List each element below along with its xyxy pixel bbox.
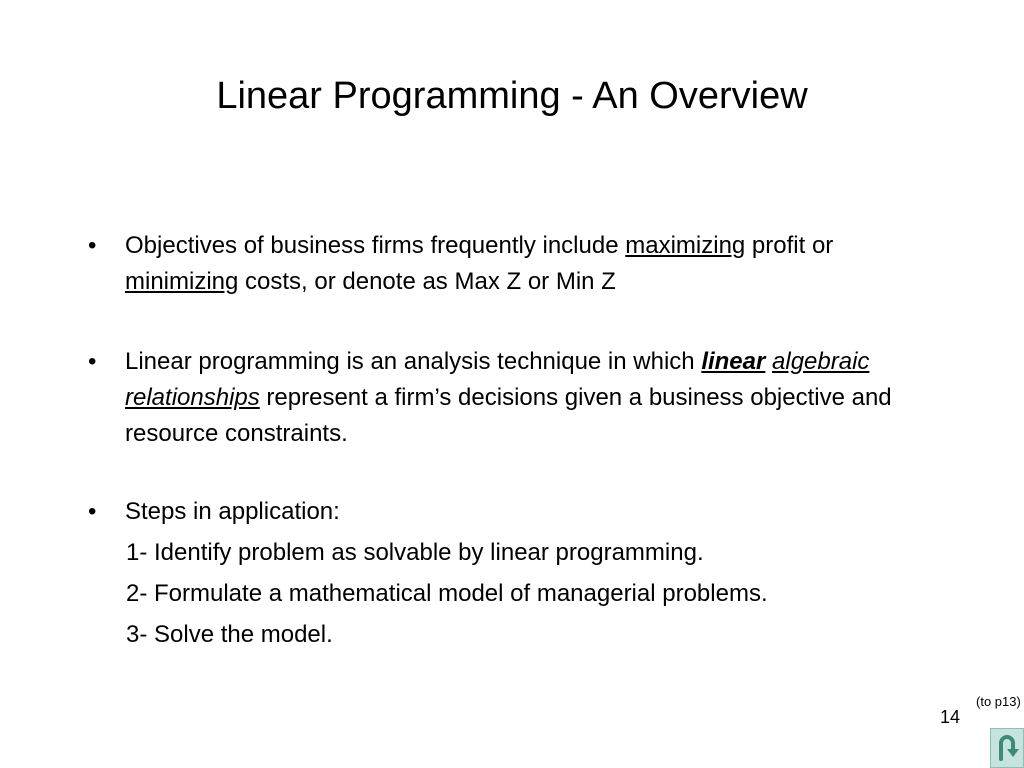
text-run: Linear programming is an analysis technique in which (125, 348, 702, 375)
algebraic-relationships-term: algebraic relationships (125, 348, 870, 411)
bullet-marker: • (88, 232, 97, 259)
step-item: 1- Identify problem as solvable by linear programming. (126, 539, 704, 566)
bullet-steps (88, 494, 918, 530)
text-run: Objectives of business firms frequently include (125, 232, 626, 259)
text-run: represent a firm’s decisions given a business objective and resource constraints. (125, 384, 892, 447)
text-run (765, 348, 772, 375)
return-button[interactable] (990, 728, 1024, 768)
step-item: 2- Formulate a mathematical model of managerial problems. (126, 580, 768, 607)
slide-title: Linear Programming - An Overview (216, 75, 808, 117)
bullet-text (125, 228, 918, 300)
text-run: Steps in application: (125, 498, 340, 525)
bullet-objectives (88, 228, 918, 300)
bullet-definition (88, 344, 918, 452)
step-item: 3- Solve the model. (126, 621, 333, 648)
minimizing-term: minimizing (125, 268, 239, 295)
bullet-marker: • (88, 498, 97, 525)
text-run: costs, or denote as Max Z or Min Z (238, 268, 616, 295)
back-reference-note: (to p13) (976, 694, 1021, 709)
page-number: 14 (940, 707, 961, 727)
linear-term: linear (701, 348, 766, 375)
bullet-text (125, 494, 918, 530)
text-run: profit or (745, 232, 834, 259)
maximizing-term: maximizing (625, 232, 746, 259)
bullet-marker: • (88, 348, 97, 375)
u-turn-return-icon (991, 729, 1023, 767)
bullet-text (125, 344, 918, 452)
